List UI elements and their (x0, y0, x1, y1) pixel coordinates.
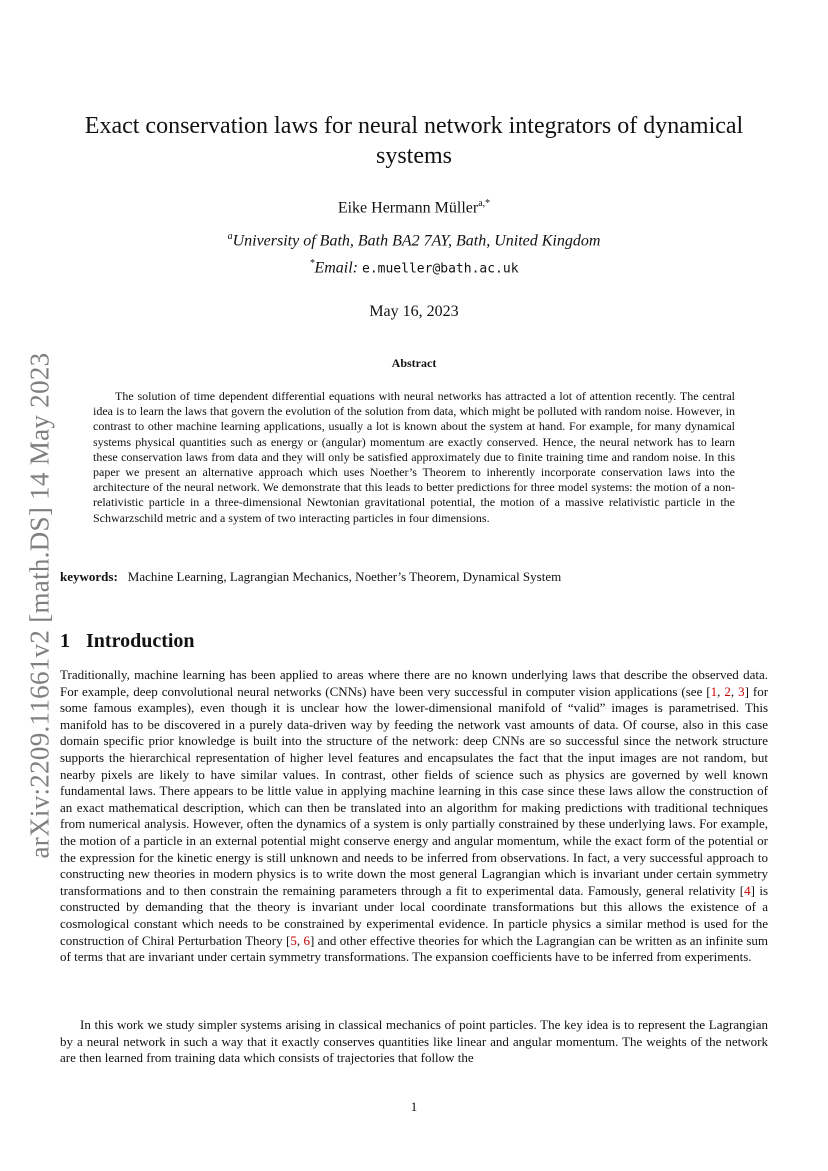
paper-title: Exact conservation laws for neural network integrators of dynamical systems (84, 113, 744, 169)
arxiv-identifier: arXiv:2209.11661v2 [math.DS] 14 May 2023 (24, 352, 55, 858)
email-address[interactable]: e.mueller@bath.ac.uk (362, 261, 519, 277)
keywords-line (60, 569, 768, 585)
section-number: 1 (60, 630, 70, 652)
intro-text-part: ] for some famous examples), even though it is unclear how the lower-dimensional manifold of “valid” images is parametrised. This manifold has to be discovered in a purely data-driven way by feeding the network vast amounts of data. Of course, also in this case domain specific prior knowledge is built into the structure of the network: deep CNNs are so successful since the network structure supports the hierarchical representation of higher level features and encapsulates the fact that the input images are not random, but nearby pixels are likely to have similar values. In contrast, other fields of science such as physics are governed by well known fundamental laws. There appears to be little value in applying machine learning in this case since these laws allow the construction of an exact mathematical description, which can then be translated into an algorithm for making predictions with traditional techniques from numerical analysis. However, often the dynamics of a system is only partially constrained by these underlying laws. For example, the motion of a particle in an external potential might conserve energy and angular momentum, while the exact form of the potential or the expression for the kinetic energy is still unknown and needs to be inferred from observations. In fact, a very successful approach to constructing new theories in modern physics is to write down the most general Lagrangian which is invariant under certain symmetry transformations and to then constrain the remaining parameters through a fit to experimental data. Famously, general relativity [ (60, 683, 769, 898)
affiliation-text: University of Bath, Bath BA2 7AY, Bath, United Kingdom (232, 232, 601, 250)
keywords-text: Machine Learning, Lagrangian Mechanics, Noether’s Theorem, Dynamical System (127, 569, 562, 584)
abstract-text: The solution of time dependent differential equations with neural networks has attracted a lot of attention recently. The central idea is to learn the laws that govern the evolution of the solution from data, which might be polluted with random noise. However, in contrast to other machine learning applications, usually a lot is known about the system at hand. For example, for many dynamical systems physical quantities such as energy or (angular) momentum are exactly conserved. Hence, the neural network has to learn these conservation laws from data and they will only be satisfied approximately due to finite training time and random noise. In this paper we present an alternative approach which uses Noether’s Theorem to inherently incorporate conservation laws into the architecture of the neural network. We demonstrate that this leads to better predictions for three model systems: the motion of a non-relativistic particle in a three-dimensional Newtonian gravitational potential, the motion of a massive relativistic particle in the Schwarzschild metric and a system of two interacting particles in four dimensions. (93, 389, 735, 525)
citation-separator: , (717, 683, 725, 699)
citation-link[interactable]: 2 (724, 683, 731, 699)
keywords-label: keywords: (60, 569, 118, 584)
intro-paragraph-1 (60, 667, 768, 966)
author-line (60, 198, 768, 217)
email-mark: * (309, 258, 315, 269)
citation-link[interactable]: 3 (738, 683, 745, 699)
email-label: Email: (314, 259, 362, 277)
citation-link[interactable]: 6 (303, 932, 310, 948)
email-line (60, 258, 768, 277)
author-name: Eike Hermann Müller (337, 199, 479, 217)
intro-paragraph-2: In this work we study simpler systems arising in classical mechanics of point particles. The key idea is to represent the Lagrangian by a neural network in such a way that it exactly conserves quantities like linear and angular momentum. The weights of the network are then learned from training data which consists of trajectories that follow the (60, 1017, 768, 1066)
intro-text-part: Traditionally, machine learning has been applied to areas where there are no known underlying laws that describe the observed data. For example, deep convolutional neural networks (CNNs) have been very successful in computer vision applications (see [ (60, 667, 768, 699)
affiliation-line (60, 231, 768, 250)
citation-link[interactable]: 1 (710, 683, 718, 699)
section-heading (60, 630, 195, 653)
citation-link[interactable]: 5 (290, 932, 297, 948)
section-title: Introduction (86, 630, 195, 652)
abstract-heading: Abstract (391, 356, 437, 370)
affiliation-mark: a (227, 231, 233, 242)
intro-text-part: ] is constructed by demanding that the theory is invariant under local coordinate transformations but this allows the existence of a cosmological constant which needs to be constrained by experimental evidence. In particle physics a similar method is used for the construction of Chiral Perturbation Theory [ (60, 882, 769, 948)
author-affil-marks: a,* (478, 198, 491, 209)
citation-separator: , (296, 932, 304, 948)
citation-separator: , (730, 683, 739, 699)
publication-date: May 16, 2023 (369, 303, 459, 320)
arxiv-sidebar (20, 340, 60, 870)
intro-text-part: ] and other effective theories for which the Lagrangian can be written as an infinite sum of terms that are invariant under certain symmetry transformations. The expansion coefficients have to be inferred from experiments. (60, 932, 769, 965)
citation-link[interactable]: 4 (744, 882, 751, 898)
page-number: 1 (410, 1099, 418, 1114)
